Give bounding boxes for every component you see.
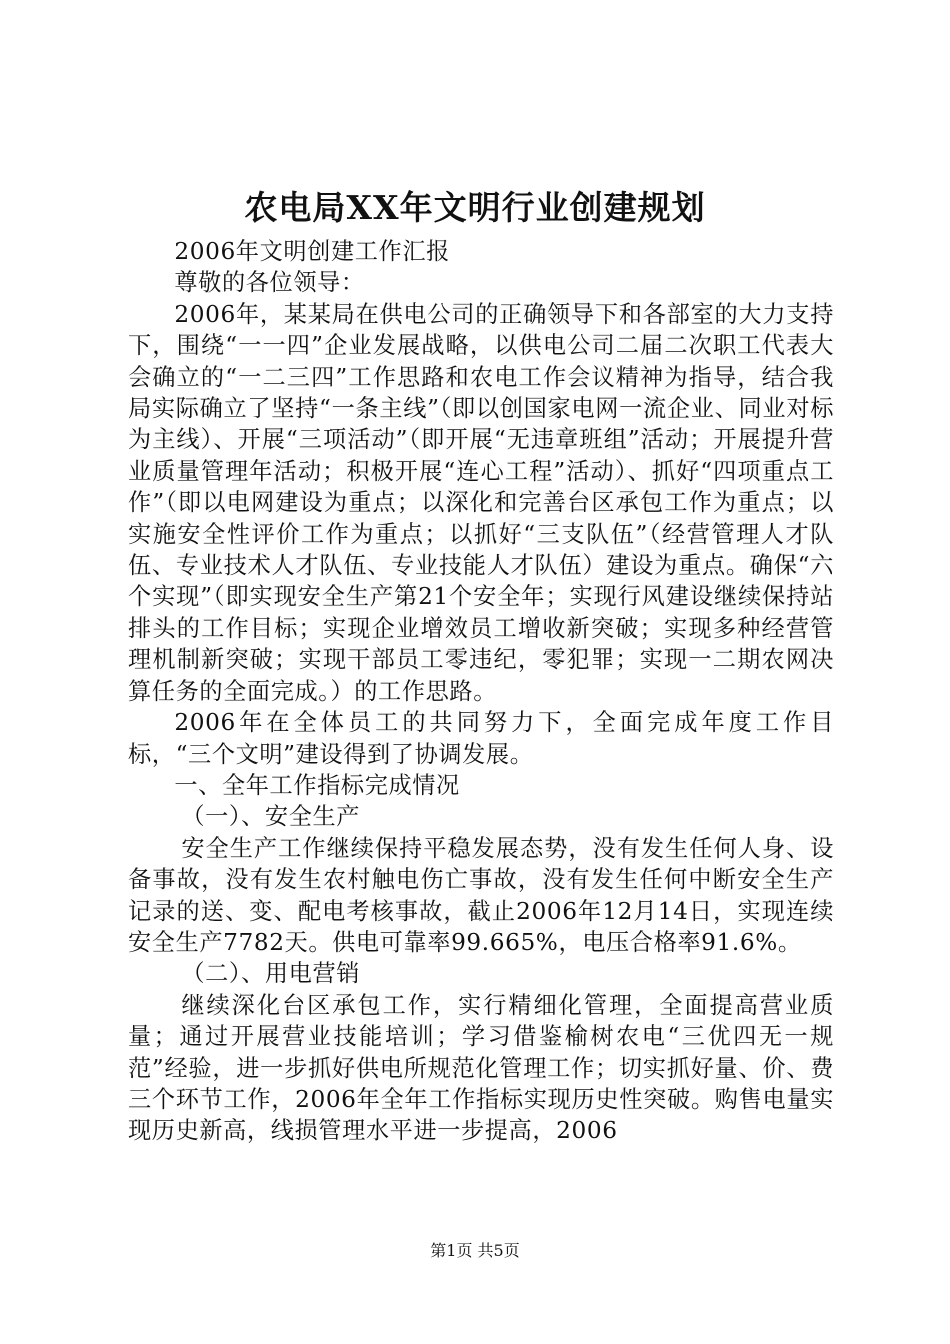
paragraph-marketing: 继续深化台区承包工作，实行精细化管理，全面提高营业质量；通过开展营业技能培训；学习借鉴榆树农电“三优四无一规范”经验，进一步抓好供电所规范化管理工作；切实抓好量、价、费三个环节工作，2006年全年工作指标实现历史性突破。购售电量实现历史新高，线损管理水平进一步提高，2006: [128, 991, 834, 1145]
page-footer: 第1页 共5页: [430, 1241, 520, 1260]
subsection-heading-marketing: （二）、用电营销: [181, 960, 361, 988]
salutation: 尊敬的各位领导：: [174, 269, 365, 297]
document-title: 农电局XX年文明行业创建规划: [244, 188, 706, 227]
subsection-heading-safety: （一）、安全生产: [181, 803, 361, 831]
report-heading: 2006年文明创建工作汇报: [174, 238, 450, 265]
paragraph-safety: 安全生产工作继续保持平稳发展态势，没有发生任何人身、设备事故，没有发生农村触电伤亡事故，没有发生任何中断安全生产记录的送、变、配电考核事故，截止2006年12月14日，实现连续安全生产7782天。供电可靠率99.665%，电压合格率91.6%。: [128, 834, 834, 956]
paragraph-intro: 2006年，某某局在供电公司的正确领导下和各部室的大力支持下，围绕“一一四”企业发展战略，以供电公司二届二次职工代表大会确立的“一二三四”工作思路和农电工作会议精神为指导，结合我局实际确立了坚持“一条主线”（即以创国家电网一流企业、同业对标为主线）、开展“三项活动”（即开展“无违章班组”活动；开展提升营业质量管理年活动；积极开展“连心工程”活动）、抓好“四项重点工作”（即以电网建设为重点；以深化和完善台区承包工作为重点；以实施安全性评价工作为重点；以抓好“三支队伍”（经营管理人才队伍、专业技术人才队伍、专业技能人才队伍）建设为重点。确保“六个实现”（即实现安全生产第21个安全年；实现行风建设继续保持站排头的工作目标；实现企业增效员工增收新突破；实现多种经营管理机制新突破；实现干部员工零违纪，零犯罪；实现一二期农网决算任务的全面完成。）的工作思路。: [128, 300, 834, 705]
paragraph-summary: 2006年在全体员工的共同努力下，全面完成年度工作目标，“三个文明”建设得到了协调发展。: [128, 709, 834, 768]
section-heading-1: 一、全年工作指标完成情况: [174, 771, 460, 799]
document-body: [128, 236, 834, 1147]
